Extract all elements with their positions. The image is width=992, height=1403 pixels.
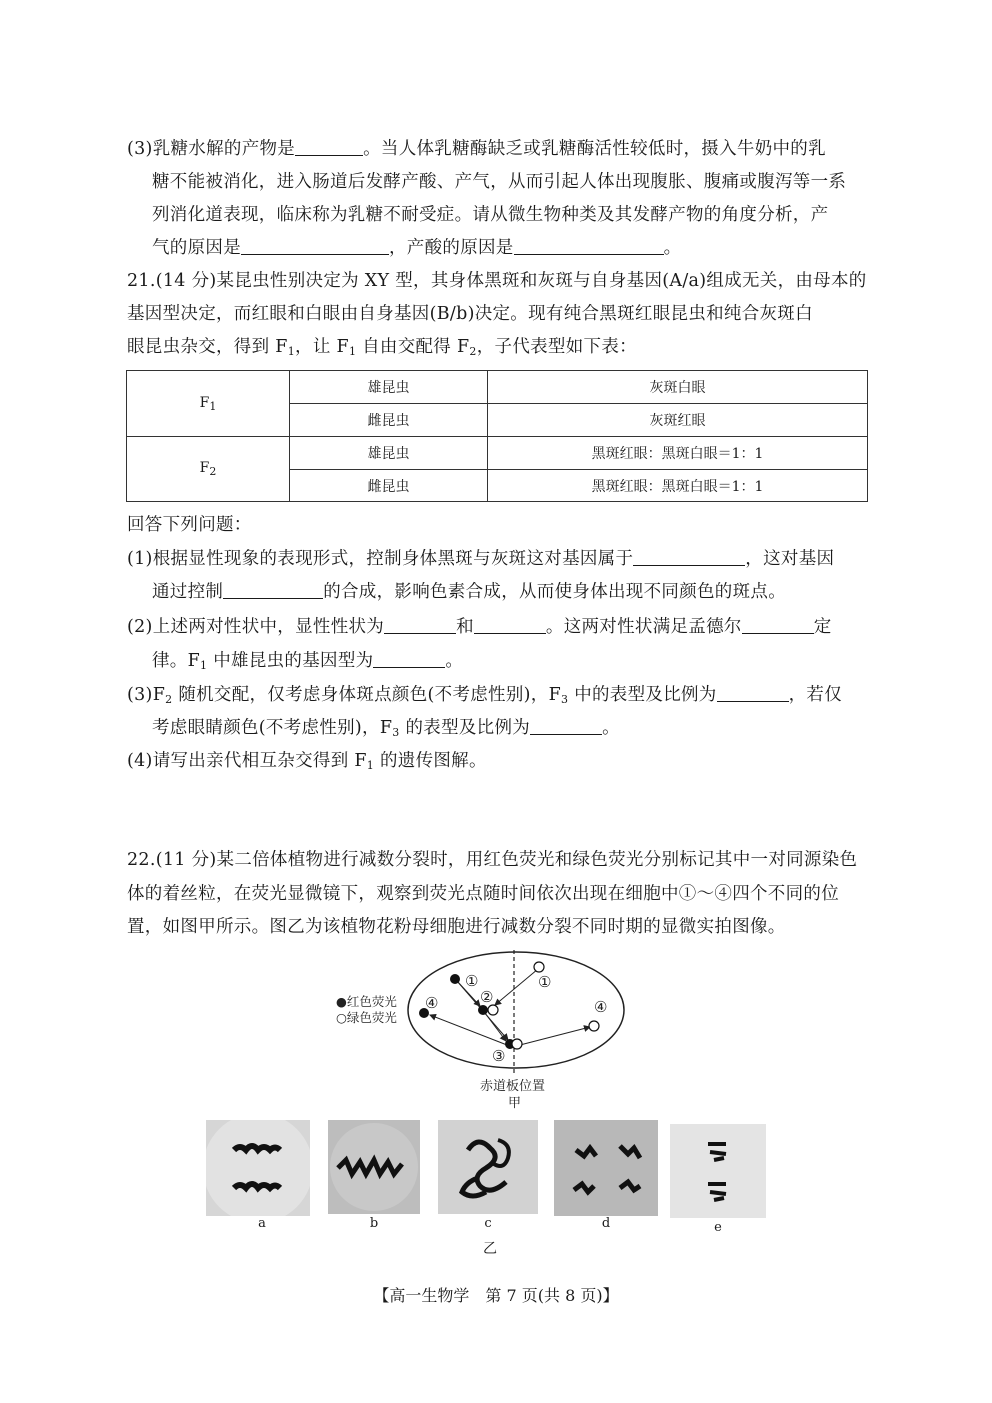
genetics-table [126, 370, 868, 502]
text: ，让 F [295, 337, 349, 357]
position-mark: ① [465, 972, 479, 990]
text: 随机交配，仅考虑身体斑点颜色(不考虑性别)，F [172, 685, 562, 705]
subscript: 2 [165, 693, 173, 706]
text: 眼昆虫杂交，得到 F [127, 337, 288, 357]
position-mark: ③ [492, 1047, 506, 1065]
text: 自由交配得 F [356, 337, 470, 357]
legend-red: ●红色荧光 [336, 994, 397, 1009]
text: F [199, 394, 210, 411]
q22-line3: 置，如图甲所示。图乙为该植物花粉母细胞进行减数分裂不同时期的显微实拍图像。 [127, 917, 786, 937]
phenotype-cell: 灰斑红眼 [488, 404, 868, 437]
q21-p3-line1 [127, 682, 842, 713]
answer-blank[interactable] [241, 236, 389, 255]
green-dot [589, 1021, 599, 1031]
answer-blank[interactable] [530, 716, 602, 735]
q22-line2: 体的着丝粒，在荧光显微镜下，观察到荧光点随时间依次出现在细胞中①～④四个不同的位 [127, 884, 839, 904]
phenotype-cell: 黑斑红眼：黑斑白眼＝1：1 [488, 437, 868, 470]
text: 中的表型及比例为 [568, 685, 717, 705]
micrograph-b [328, 1120, 420, 1214]
q20-3-line3: 列消化道表现，临床称为乳糖不耐受症。请从微生物种类及其发酵产物的角度分析，产 [152, 205, 829, 225]
position-mark: ④ [425, 994, 439, 1012]
table-row [127, 437, 868, 470]
sex-cell: 雌昆虫 [290, 470, 488, 502]
sex-cell: 雄昆虫 [290, 437, 488, 470]
micrograph-label: a [258, 1216, 266, 1231]
red-dot [478, 1005, 488, 1015]
micrograph-d [554, 1120, 658, 1216]
micrograph-label: b [369, 1216, 379, 1231]
q21-p1-line1 [127, 546, 834, 572]
text: F [199, 460, 210, 476]
phenotype-cell: 黑斑红眼：黑斑白眼＝1：1 [488, 470, 868, 502]
q21-line1: 21.(14 分)某昆虫性别决定为 XY 型，其身体黑斑和灰斑与自身基因(A/a)组成无关，由母本的 [127, 271, 867, 291]
answer-blank[interactable] [474, 615, 546, 634]
micrograph-label: e [714, 1220, 722, 1235]
q21-p4 [127, 748, 487, 779]
text: 。 [663, 238, 682, 258]
chromosome-image [670, 1124, 766, 1218]
micrograph-e [670, 1124, 766, 1218]
text: (3)乳糖水解的产物是 [127, 139, 296, 159]
text: (3)F [127, 685, 166, 705]
text: 考虑眼睛颜色(不考虑性别)，F [152, 718, 393, 738]
answer-blank[interactable] [742, 615, 814, 634]
text: (2)上述两对性状中，显性性状为 [127, 617, 385, 637]
text: 。 [445, 651, 464, 671]
subscript: 1 [200, 659, 208, 672]
subscript: 2 [209, 465, 217, 478]
generation-cell [127, 437, 290, 502]
q21-line2: 基因型决定，而红眼和白眼由自身基因(B/b)决定。现有纯合黑斑红眼昆虫和纯合灰斑白 [127, 304, 813, 324]
text: 中雄昆虫的基因型为 [207, 651, 374, 671]
red-dot [450, 974, 460, 984]
q20-3-line2: 糖不能被消化，进入肠道后发酵产酸、产气，从而引起人体出现腹胀、腹痛或腹泻等一系 [152, 172, 847, 192]
position-mark: ① [538, 973, 552, 991]
subscript: 1 [348, 345, 357, 358]
answer-blank[interactable] [295, 137, 363, 156]
text: (4)请写出亲代相互杂交得到 F [127, 751, 367, 771]
subscript: 3 [392, 726, 400, 739]
chromosome-image [554, 1120, 658, 1216]
q21-p2-line1 [127, 614, 832, 640]
text: 气的原因是 [152, 238, 241, 258]
q21-p3-line2 [152, 715, 620, 746]
micrograph-c [438, 1120, 538, 1214]
text: 定 [813, 617, 832, 637]
text: 的表型及比例为 [399, 718, 531, 738]
text: 通过控制 [152, 582, 224, 602]
subscript: 1 [287, 345, 296, 358]
text: ，产酸的原因是 [389, 238, 514, 258]
text: 的遗传图解。 [374, 751, 487, 771]
figure-caption: 乙 [483, 1241, 497, 1257]
answer-blank[interactable] [384, 615, 456, 634]
figure-jia [330, 950, 650, 1110]
q20-3-line1 [127, 136, 826, 162]
legend-green: ○绿色荧光 [336, 1010, 397, 1025]
subscript: 2 [469, 345, 477, 358]
chromosome-image [328, 1120, 420, 1214]
chromosome-image [206, 1120, 310, 1216]
text: ，这对基因 [745, 549, 835, 569]
chromosome-image [438, 1120, 538, 1214]
q20-3-line4 [152, 235, 681, 261]
q21-p1-line2 [152, 579, 786, 605]
cell-outline [408, 952, 624, 1068]
page-footer: 【高一生物学 第 7 页(共 8 页)】 [373, 1286, 619, 1305]
table-row [127, 371, 868, 404]
position-mark: ② [480, 988, 494, 1006]
micrograph-label: d [601, 1216, 611, 1231]
plate-label: 赤道板位置 [480, 1079, 546, 1094]
generation-cell [127, 371, 290, 437]
text: 和 [456, 617, 474, 637]
text: 。当人体乳糖酶缺乏或乳糖酶活性较低时，摄入牛奶中的乳 [363, 139, 826, 159]
q22-line1: 22.(11 分)某二倍体植物进行减数分裂时，用红色荧光和绿色荧光分别标记其中一对同源染色 [127, 850, 858, 870]
q21-p2-line2 [152, 648, 463, 679]
answer-blank[interactable] [514, 236, 664, 255]
text: 律。F [152, 651, 201, 671]
text: 。这两对性状满足孟德尔 [545, 617, 742, 637]
subscript: 1 [209, 399, 217, 413]
figure-caption: 甲 [508, 1096, 522, 1110]
answer-prompt: 回答下列问题： [127, 515, 252, 535]
subscript: 3 [561, 693, 569, 706]
micrograph-a [206, 1120, 310, 1216]
green-dot [534, 962, 544, 972]
text: 。 [602, 718, 620, 738]
answer-blank[interactable] [373, 649, 445, 668]
answer-blank[interactable] [223, 580, 323, 599]
sex-cell: 雌昆虫 [290, 404, 488, 437]
green-dot [512, 1039, 522, 1049]
subscript: 1 [366, 759, 375, 772]
answer-blank[interactable] [633, 547, 745, 566]
sex-cell: 雄昆虫 [290, 371, 488, 404]
answer-blank[interactable] [717, 683, 789, 702]
text: 的合成，影响色素合成，从而使身体出现不同颜色的斑点。 [323, 582, 787, 602]
text: ，若仅 [788, 685, 842, 705]
text: (1)根据显性现象的表现形式，控制身体黑斑与灰斑这对基因属于 [127, 549, 634, 569]
text: ，子代表型如下表： [476, 337, 637, 357]
q21-line3 [127, 334, 637, 365]
position-mark: ④ [594, 998, 608, 1016]
green-dot [488, 1005, 498, 1015]
phenotype-cell: 灰斑白眼 [488, 371, 868, 404]
micrograph-label: c [484, 1216, 492, 1231]
